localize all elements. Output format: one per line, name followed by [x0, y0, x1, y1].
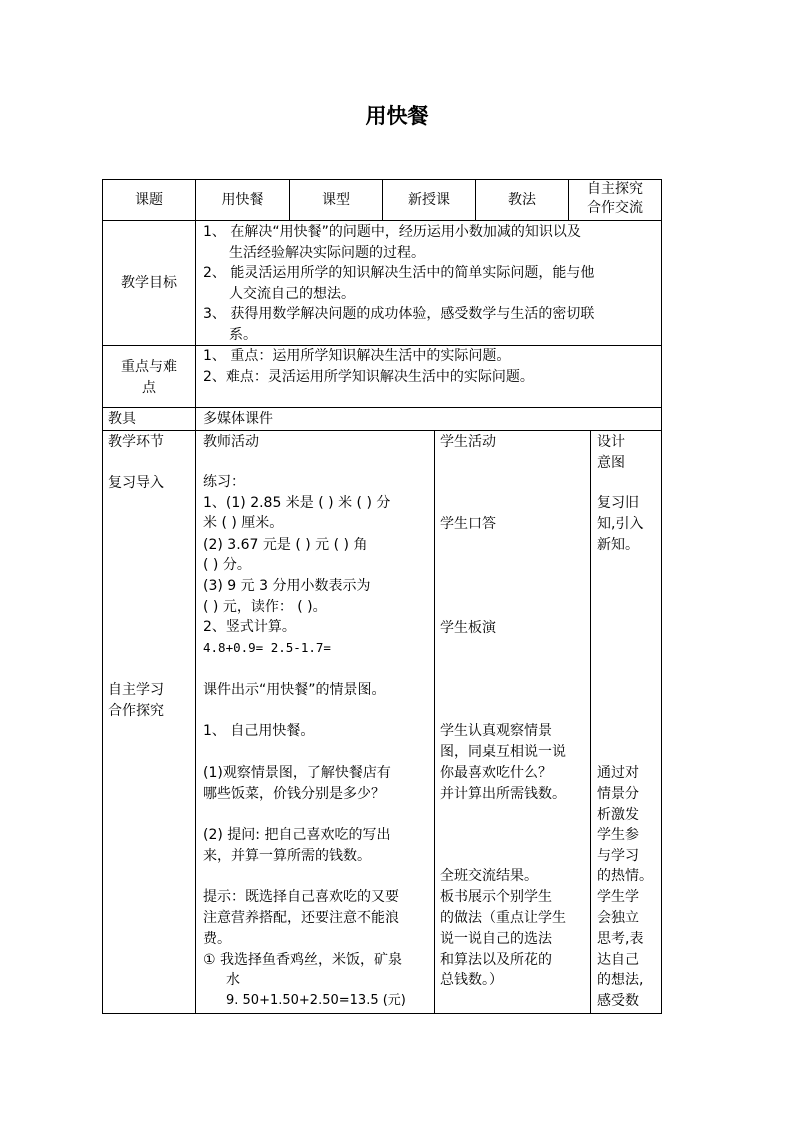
goal-line: 人交流自己的想法。	[229, 286, 355, 302]
goal-line: 2、 能灵活运用所学的知识解决生活中的简单实际问题，能与他	[203, 265, 595, 281]
design-intent-line: 复习旧	[597, 495, 639, 511]
table-border-bottom	[102, 1013, 662, 1014]
teacher-activity-line: ( ) 分。	[203, 557, 251, 573]
student-activity-line: 的做法（重点让学生	[440, 910, 566, 926]
teacher-activity-line: 2、竖式计算。	[203, 619, 296, 635]
student-activity-line: 和算法以及所花的	[440, 952, 552, 968]
teaching-tools-value: 多媒体课件	[203, 411, 273, 427]
stage-review: 复习导入	[108, 475, 164, 491]
teacher-activity-line: (3) 9 元 3 分用小数表示为	[203, 578, 371, 594]
teacher-activity-line: 水	[226, 972, 240, 988]
teaching-goals-label: 教学目标	[121, 275, 177, 291]
student-activity-line: 总钱数。）	[440, 972, 503, 988]
teacher-activity-line: 1、(1) 2.85 米是 ( ) 米 ( ) 分	[203, 495, 391, 511]
student-activity-line: 你最喜欢吃什么？	[440, 765, 552, 781]
student-activity-line: 学生板演	[440, 620, 496, 636]
key-points-label	[103, 357, 195, 398]
teacher-activity-line: 9. 50+1.50+2.50=13.5 (元)	[226, 993, 406, 1008]
student-activity-line: 图，同桌互相说一说	[440, 744, 566, 760]
topic-value: 用快餐	[221, 192, 264, 208]
student-activity-line: 学生口答	[440, 516, 496, 532]
key-points-label-line: 重点与难	[121, 359, 177, 375]
goal-line: 系。	[229, 327, 257, 343]
design-intent-line: 与学习	[597, 848, 639, 864]
design-intent-line: 的想法,	[597, 972, 644, 988]
design-intent-header-line: 设计	[597, 434, 625, 450]
student-activity-line: 并计算出所需钱数。	[440, 786, 566, 802]
design-intent-line: 析激发	[597, 807, 639, 823]
teaching-method-label: 教法	[508, 192, 536, 208]
row-divider	[102, 407, 662, 408]
column-divider	[434, 430, 435, 1014]
teacher-activity-line: 米 ( ) 厘米。	[203, 515, 284, 531]
lesson-type-value: 新授课	[408, 192, 450, 208]
student-activity-line: 说一说自己的选法	[440, 931, 552, 947]
teaching-method-line: 合作交流	[587, 200, 643, 216]
teacher-activity-line: 注意营养搭配，还要注意不能浪	[203, 910, 399, 926]
teaching-tools-label: 教具	[108, 411, 136, 427]
student-activity-line: 全班交流结果。	[440, 868, 538, 884]
teacher-activity-line: (2) 3.67 元是 ( ) 元 ( ) 角	[203, 537, 368, 553]
key-points-label-line: 点	[142, 379, 156, 396]
teacher-activity-header: 教师活动	[203, 434, 259, 450]
stage-explore-line: 合作探究	[108, 702, 164, 719]
student-activity-line: 学生认真观察情景	[440, 723, 552, 739]
design-intent-line: 新知。	[597, 537, 639, 553]
teacher-activity-line: ① 我选择鱼香鸡丝，米饭，矿泉	[203, 952, 403, 968]
teacher-activity-line: 1、 自己用快餐。	[203, 723, 315, 739]
design-intent-line: 感受数	[597, 993, 639, 1009]
key-point-line: 2、难点：灵活运用所学知识解决生活中的实际问题。	[203, 369, 534, 385]
teacher-activity-line: 来，并算一算所需的钱数。	[203, 848, 371, 864]
design-intent-line: 达自己	[597, 952, 639, 968]
design-intent-line: 思考,表	[597, 931, 644, 947]
design-intent-line: 的热情。	[597, 868, 653, 884]
stage-explore-line: 自主学习	[108, 682, 164, 698]
stage-header: 教学环节	[108, 434, 164, 450]
design-intent-line: 学生参	[597, 827, 639, 843]
teaching-method-value	[569, 180, 661, 218]
teacher-activity-line: (2) 提问: 把自己喜欢吃的写出	[203, 827, 391, 843]
design-intent-header	[597, 432, 625, 473]
design-intent-line: 知,引入	[597, 516, 644, 532]
design-intent-line: 学生学	[597, 889, 639, 905]
column-divider	[195, 179, 196, 1014]
teaching-method-line: 自主探究	[587, 181, 643, 197]
column-divider	[590, 430, 591, 1014]
design-intent-line: 情景分	[597, 786, 639, 802]
goal-line: 生活经验解决实际问题的过程。	[229, 245, 425, 261]
design-intent-line: 会独立	[597, 910, 639, 926]
teacher-activity-line: 费。	[203, 931, 231, 947]
design-intent-line: 通过对	[597, 765, 639, 781]
student-activity-line: 板书展示个别学生	[440, 889, 552, 905]
teacher-activity-line: 提示：既选择自己喜欢吃的又要	[203, 889, 399, 905]
stage-explore	[108, 680, 164, 721]
topic-label: 课题	[135, 192, 163, 208]
teacher-activity-line: 练习：	[203, 474, 245, 490]
student-activity-header: 学生活动	[440, 434, 496, 450]
design-intent-header-line: 意图	[597, 454, 625, 471]
key-point-line: 1、 重点：运用所学知识解决生活中的实际问题。	[203, 348, 511, 364]
teacher-activity-line: 哪些饭菜，价钱分别是多少？	[203, 786, 385, 802]
teacher-activity-line: 课件出示“用快餐”的情景图。	[203, 682, 386, 698]
lesson-type-label: 课型	[322, 192, 350, 208]
goal-line: 3、 获得用数学解决问题的成功体验，感受数学与生活的密切联	[203, 306, 595, 322]
table-border-right	[661, 179, 662, 1014]
teacher-activity-line: ( ) 元，读作： ( )。	[203, 599, 327, 615]
table-border-left	[102, 179, 103, 1014]
teacher-activity-line: (1)观察情景图，了解快餐店有	[203, 765, 391, 781]
page-title: 用快餐	[365, 103, 429, 128]
teacher-activity-line: 4.8+0.9= 2.5-1.7=	[203, 640, 331, 655]
goal-line: 1、 在解决“用快餐”的问题中，经历运用小数加减的知识以及	[203, 224, 581, 240]
row-divider	[102, 430, 662, 431]
